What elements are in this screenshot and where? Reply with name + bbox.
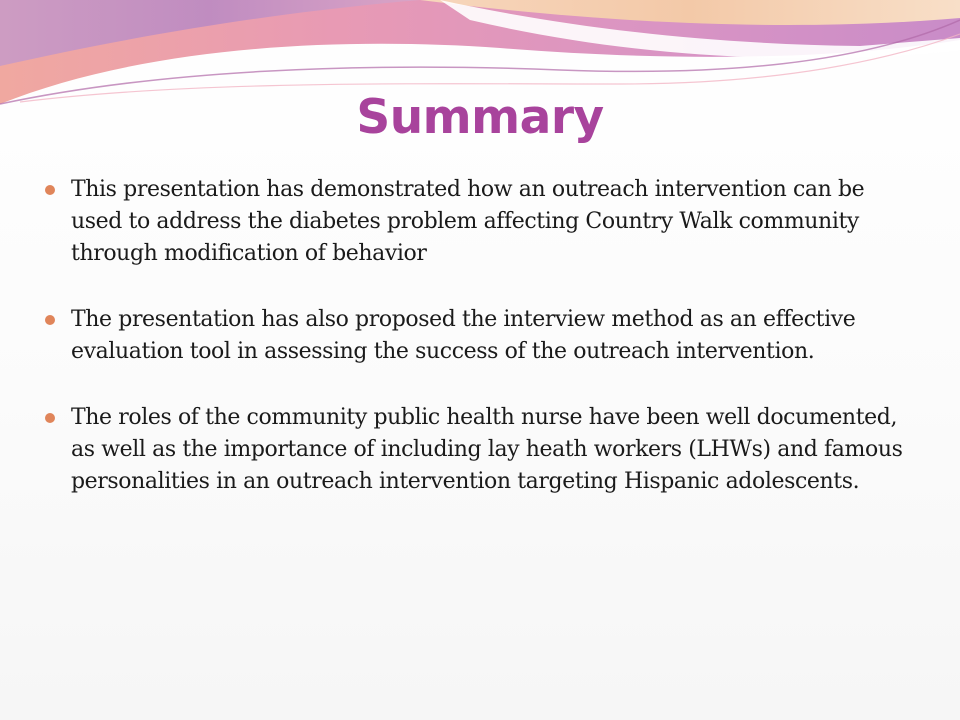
bullet-text: This presentation has demonstrated how an outreach intervention can be used to address the diabetes problem affecting Country Walk community through modification of behavior	[71, 177, 865, 266]
bullet-item	[0, 304, 960, 368]
bullet-dot-icon	[45, 315, 55, 325]
bullet-item	[0, 174, 960, 270]
slide-title: Summary	[356, 90, 604, 145]
bullet-dot-icon	[45, 413, 55, 423]
bullet-dot-icon	[45, 185, 55, 195]
bullet-item	[0, 402, 960, 498]
bullet-list	[0, 174, 960, 532]
bullet-text: The presentation has also proposed the interview method as an effective evaluation tool in assessing the success of the outreach intervention.	[71, 307, 856, 364]
bullet-text: The roles of the community public health nurse have been well documented, as well as the importance of including lay heath workers (LHWs) and famous personalities in an outreach intervention targeting Hispanic adolescents.	[71, 405, 903, 494]
